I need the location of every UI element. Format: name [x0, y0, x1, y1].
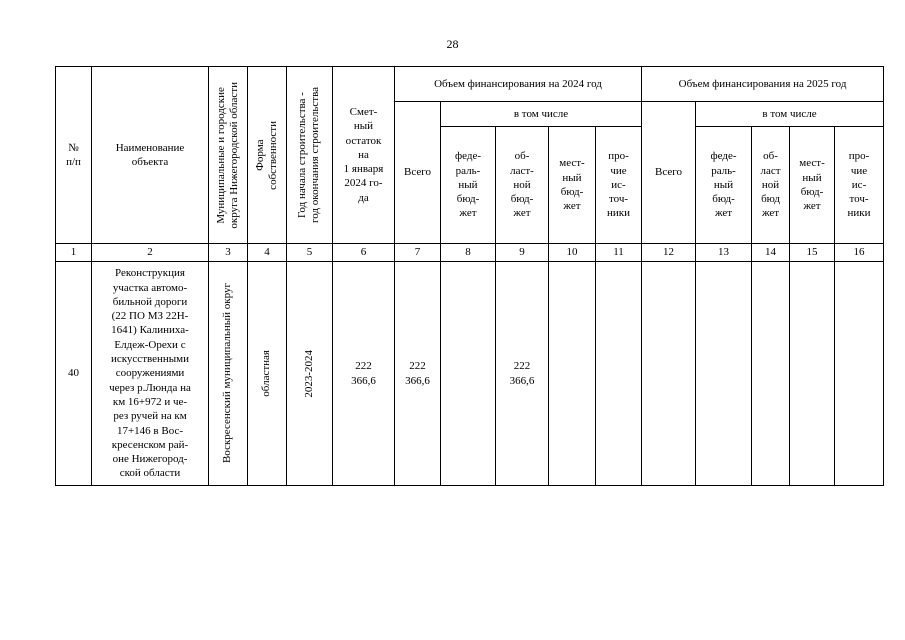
row-federal-2025 — [696, 262, 752, 486]
column-number: 9 — [496, 244, 549, 262]
header-federal-2024: феде- раль- ный бюд- жет — [441, 127, 496, 244]
column-number: 6 — [333, 244, 395, 262]
header-regional-2024: об- ласт- ной бюд- жет — [496, 127, 549, 244]
header-col-municipality — [209, 67, 248, 244]
row-years-text: 2023-2024 — [302, 349, 315, 398]
header-col-name: Наименование объекта — [92, 67, 209, 244]
financing-table — [55, 66, 884, 486]
column-number: 2 — [92, 244, 209, 262]
table-row — [56, 262, 884, 486]
row-regional-2024: 222 366,6 — [496, 262, 549, 486]
header-regional-2025: об- ласт ной бюд жет — [752, 127, 790, 244]
header-including-2025: в том числе — [696, 102, 884, 127]
header-col-num: № п/п — [56, 67, 92, 244]
column-number: 11 — [596, 244, 642, 262]
row-ownership-text: областная — [260, 350, 273, 397]
row-num: 40 — [56, 262, 92, 486]
row-regional-2025 — [752, 262, 790, 486]
column-number: 13 — [696, 244, 752, 262]
header-total-2024: Всего — [395, 102, 441, 244]
header-other-2024: про- чие ис- точ- ники — [596, 127, 642, 244]
header-including-2024: в том числе — [441, 102, 642, 127]
header-other-2025: про- чие ис- точ- ники — [835, 127, 884, 244]
column-number: 14 — [752, 244, 790, 262]
column-number: 15 — [790, 244, 835, 262]
column-number: 1 — [56, 244, 92, 262]
row-total-2025 — [642, 262, 696, 486]
header-col-municipality-text: Муниципальные и городские округа Нижегородской области — [214, 81, 240, 229]
row-balance: 222 366,6 — [333, 262, 395, 486]
header-col-balance: Смет- ный остаток на 1 января 2024 го- да — [333, 67, 395, 244]
header-group-2024: Объем финансирования на 2024 год — [395, 67, 642, 102]
column-number: 5 — [287, 244, 333, 262]
header-group-2025: Объем финансирования на 2025 год — [642, 67, 884, 102]
header-local-2024: мест- ный бюд- жет — [549, 127, 596, 244]
row-total-2024: 222 366,6 — [395, 262, 441, 486]
column-numbers-row — [56, 244, 884, 262]
header-local-2025: мест- ный бюд- жет — [790, 127, 835, 244]
column-number: 8 — [441, 244, 496, 262]
row-municipality-text: Воскресенский муниципальный округ — [221, 283, 234, 464]
column-number: 12 — [642, 244, 696, 262]
header-federal-2025: феде- раль- ный бюд- жет — [696, 127, 752, 244]
row-other-2025 — [835, 262, 884, 486]
header-col-ownership — [248, 67, 287, 244]
header-total-2025: Всего — [642, 102, 696, 244]
page-number: 28 — [446, 37, 459, 51]
header-col-ownership-text: Форма собственности — [253, 120, 279, 190]
row-other-2024 — [596, 262, 642, 486]
row-municipality — [209, 262, 248, 486]
row-local-2024 — [549, 262, 596, 486]
row-object-name: Реконструкция участка автомо- бильной дороги (22 ПО МЗ 22Н- 1641) Калиниха- Елдеж-Орехи с искусственными сооружениями через р.Люнда на км 16+972 и че- рез ручей на км 17+146 в Вос- кресенском рай- оне Нижегород- ской области — [92, 262, 209, 486]
header-col-years-text: Год начала строительства - год окончания строительства — [296, 87, 322, 223]
column-number: 16 — [835, 244, 884, 262]
row-ownership — [248, 262, 287, 486]
column-number: 7 — [395, 244, 441, 262]
row-local-2025 — [790, 262, 835, 486]
header-row-1 — [56, 67, 884, 102]
column-number: 4 — [248, 244, 287, 262]
row-federal-2024 — [441, 262, 496, 486]
row-years — [287, 262, 333, 486]
column-number: 3 — [209, 244, 248, 262]
header-col-years — [287, 67, 333, 244]
column-number: 10 — [549, 244, 596, 262]
